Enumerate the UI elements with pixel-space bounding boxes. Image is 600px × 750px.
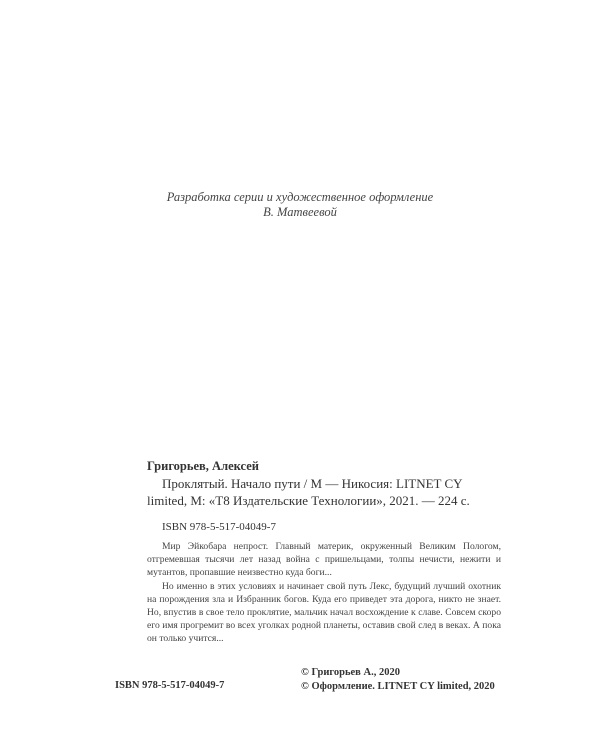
isbn: ISBN 978-5-517-04049-7: [162, 521, 276, 533]
bibliographic-citation: Проклятый. Начало пути / М — Никосия: LITNET CY limited, М: «Т8 Издательские Технологии», 2021. — 224 с.: [147, 476, 470, 508]
series-design-credits: [0, 190, 600, 220]
footer-isbn: ISBN 978-5-517-04049-7: [115, 680, 225, 691]
annotation-paragraph: Но именно в этих условиях и начинает свой путь Лекс, будущий лучший охотник на порождения зла и Избранник богов. Куда его приведет эта дорога, никто не знает. Но, впустив в свое тело проклятие, мальчик начал восхождение к славе. Совсем скоро его имя прогремит во всех уголках родной планеты, оставив свой след в веках. А пока он только учится...: [147, 580, 501, 645]
annotation-paragraph: Мир Эйкобара непрост. Главный материк, окруженный Великим Пологом, отгремевшая тысячи лет назад война с пришельцами, толпы нечисти, нежити и мутантов, пропавшие неизвестно куда боги...: [147, 541, 501, 579]
copyright-author: © Григорьев А., 2020: [301, 667, 400, 678]
credits-line: Разработка серии и художественное оформление: [166, 190, 434, 204]
author-heading: Григорьев, Алексей: [147, 459, 259, 473]
annotation: [147, 540, 501, 646]
copyright-notices: [301, 666, 495, 693]
credits-designer: В. Матвеевой: [263, 205, 337, 219]
copyright-design: © Оформление. LITNET CY limited, 2020: [301, 680, 495, 692]
